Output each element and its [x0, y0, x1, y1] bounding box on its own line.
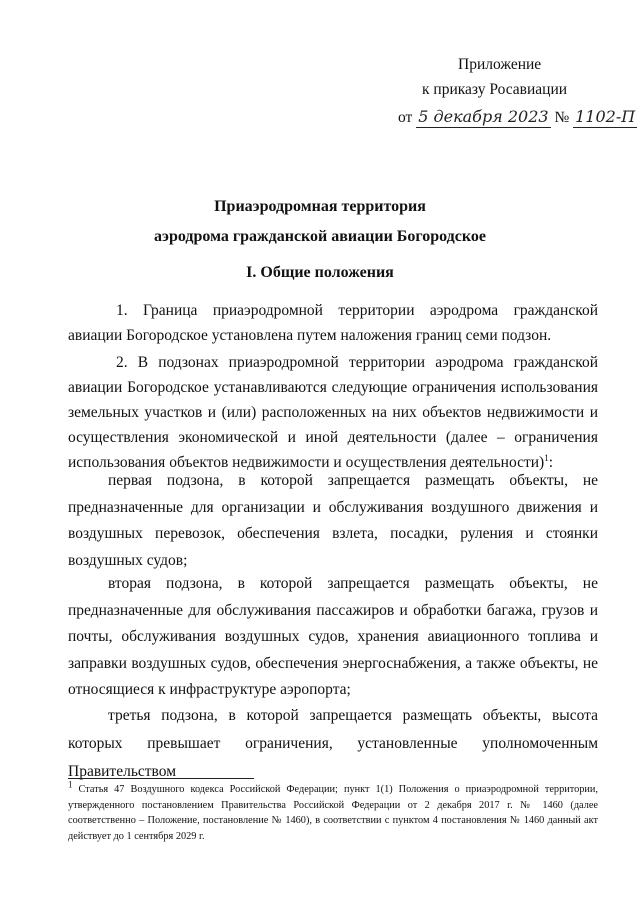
paragraph-subzone-1: первая подзона, в которой запрещается размещать объекты, не предназначенные для организации и обслуживания воздушного движения и воздушных перевозок, обеспечения взлета, посадки, руления и стоянки воздушных судов; [68, 472, 598, 569]
paragraph-2 [68, 350, 598, 475]
date-prefix: от [398, 109, 413, 126]
footnote-divider [68, 778, 254, 779]
section-heading: I. Общие положения [246, 264, 394, 281]
footnote-text: Статья 47 Воздушного кодекса Российской Федерации; пункт 1(1) Положения о приаэродромной территории, утвержденного постановлением Правительства Российской Федерации от 2 декабря 2017 г. № 1460 (далее соответственно – Положение, постановление № 1460), в соответствии с пунктом 4 постановления № 1460 данный акт действует до 1 сентября 2029 г. [68, 784, 598, 842]
footnote-ref: 1 [544, 452, 549, 463]
document-title: Приаэродромная территория [214, 198, 426, 215]
order-date-number [398, 105, 637, 130]
number-prefix: № [554, 109, 570, 126]
appendix-label: Приложение [458, 56, 542, 73]
order-reference: к приказу Росавиации [422, 81, 568, 98]
handwritten-date: 5 декабря 2023 [418, 107, 549, 126]
paragraph-1: 1. Граница приаэродромной территории аэродрома гражданской авиации Богородское установлена путем наложения границ семи подзон. [68, 302, 598, 344]
paragraph-2-end: : [548, 454, 554, 471]
paragraph-subzone-3: третья подзона, в которой запрещается размещать объекты, высота которых превышает ограничения, установленные уполномоченным Правительством [68, 707, 598, 780]
paragraph-2-text: 2. В подзонах приаэродромной территории аэродрома гражданской авиации Богородское устанавливаются следующие ограничения использования земельных участков и (или) расположенных на них объектов недвижимости и осуществления экономической и иной деятельности (далее – ограничения использования объектов недвижимости и осуществления деятельности) [68, 354, 598, 471]
document-subtitle: аэродрома гражданской авиации Богородское [154, 228, 486, 245]
footnote-marker: 1 [68, 779, 73, 790]
paragraph-subzone-2: вторая подзона, в которой запрещается размещать объекты, не предназначенные для обслуживания пассажиров и обработки багажа, грузов и почты, обслуживания воздушных судов, хранения авиационного топлива и заправки воздушных судов, обеспечения энергоснабжения, а также объекты, не относящиеся к инфраструктуре аэропорта; [68, 575, 598, 698]
handwritten-number: 1102-П [575, 107, 636, 126]
footnote [68, 779, 598, 844]
